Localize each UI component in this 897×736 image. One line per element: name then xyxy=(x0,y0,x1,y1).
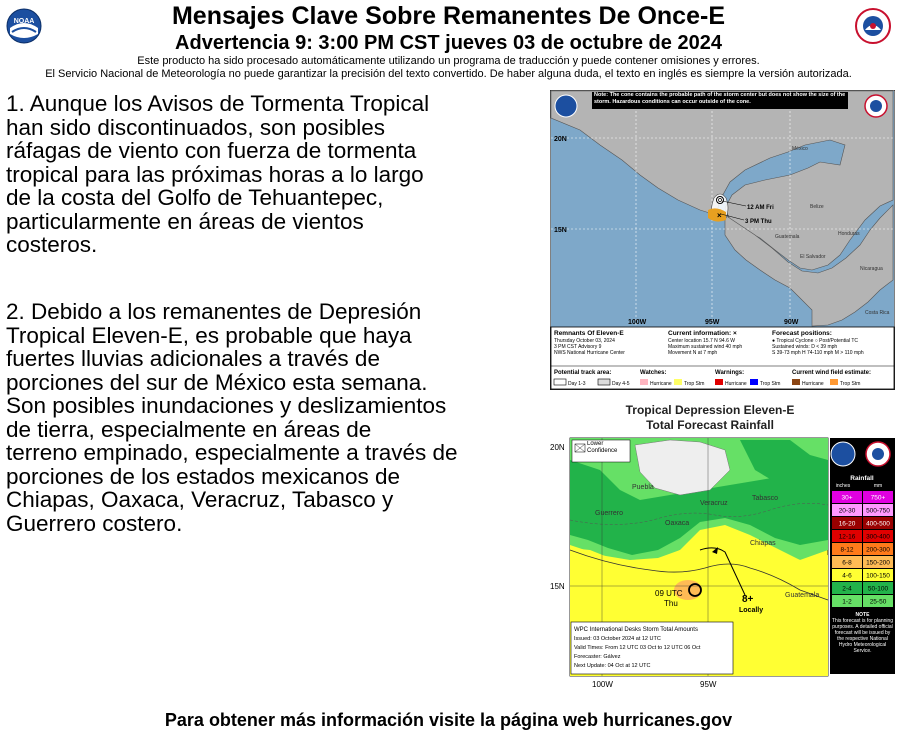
cone-label-guatemala: Guatemala xyxy=(775,234,800,240)
page-title: Mensajes Clave Sobre Remanentes De Once-E xyxy=(171,2,725,30)
cone-track-day45: Day 4-5 xyxy=(612,381,630,387)
rain-state-puebla: Puebla xyxy=(632,484,654,491)
disclaimer-line-1: Este producto ha sido procesado automáticamente utilizando un programa de traducción y puede contener omisiones y errores. xyxy=(137,55,760,67)
rain-state-veracruz: Veracruz xyxy=(700,500,728,507)
cone-watches-title: Watches: xyxy=(640,370,667,376)
disclaimer-line-2: El Servicio Nacional de Meteorología no puede garantizar la precisión del texto convertido. De haber alguna duda, el texto en inglés es siempre la versión autorizada. xyxy=(45,68,852,80)
rain-state-guatemala: Guatemala xyxy=(785,592,820,599)
cone-forecast-positions-3: S 39-73 mph H 74-110 mph M > 110 mph xyxy=(772,350,864,356)
rain-state-guerrero: Guerrero xyxy=(595,510,624,517)
cone-forecast-positions-1: ● Tropical Cyclone ○ Post/Potential TC xyxy=(772,338,858,344)
rain-legend-title: Rainfall xyxy=(850,475,874,482)
cone-storm-date: Thursday October 03, 2024 xyxy=(554,338,615,344)
rain-info-issued: Issued: 03 October 2024 at 12 UTC xyxy=(574,636,661,642)
cone-current-info-3: Movement N at 7 mph xyxy=(668,350,718,356)
rain-info-forecaster: Forecaster: Gálvez xyxy=(574,654,621,660)
cone-label-3pm: 3 PM Thu xyxy=(745,219,772,225)
rain-legend-mm: 200-300 xyxy=(866,546,890,554)
rain-legend-inches: 8-12 xyxy=(840,546,854,554)
rain-legend-mm: 100-150 xyxy=(866,572,890,580)
rain-lon-95: 95W xyxy=(700,680,717,689)
rain-locally-label: Locally xyxy=(739,607,764,614)
rain-legend-unit-inches: inches xyxy=(835,483,851,489)
cone-wind-field-title: Current wind field estimate: xyxy=(792,370,872,376)
rain-legend-mm: 150-200 xyxy=(866,559,890,567)
rain-note-title: NOTE xyxy=(855,612,870,618)
rain-legend-inches: 1-2 xyxy=(842,598,852,606)
rain-legend-mm: 25-50 xyxy=(869,598,887,606)
cone-noaa-icon xyxy=(555,95,577,117)
rain-state-chiapas: Chiapas xyxy=(750,540,776,547)
rain-legend-unit-mm: mm xyxy=(873,483,883,489)
cone-forecast-positions-2: Sustained winds: D < 39 mph xyxy=(772,344,838,350)
cone-current-position-icon: × xyxy=(717,211,722,220)
rainfall-graphic xyxy=(540,400,895,692)
rain-legend-inches: 30+ xyxy=(841,494,853,502)
rain-title-line1: Tropical Depression Eleven-E xyxy=(625,403,795,417)
rain-noaa-icon xyxy=(831,442,855,466)
rain-legend-inches: 4-6 xyxy=(842,572,852,580)
cone-lon-95: 95W xyxy=(705,319,720,326)
cone-lon-100: 100W xyxy=(628,319,647,326)
cone-storm-center: NWS National Hurricane Center xyxy=(554,350,625,356)
cone-note: Note: The cone contains the probable path of the storm center but does not show the size of the storm. Hazardous conditions can occur outside of the cone. xyxy=(594,92,846,105)
cone-label-el-salvador: El Salvador xyxy=(800,254,826,260)
cone-forecast-point xyxy=(717,197,724,204)
cone-track-area-title: Potential track area: xyxy=(554,370,612,376)
rain-legend-mm: 750+ xyxy=(870,494,886,502)
key-message-1-text: 1. Aunque los Avisos de Tormenta Tropical han sido discontinuados, son posibles ráfagas de viento con fuerza de tormenta tropical para las próximas horas a lo largo de la costa del Golfo de Tehuantepec, particularmente en áreas de vientos costeros. xyxy=(6,91,430,257)
cone-current-info-title: Current information: × xyxy=(668,330,737,337)
rain-legend-inches: 6-8 xyxy=(842,559,852,567)
rain-lat-20: 20N xyxy=(550,443,565,452)
cone-current-info-2: Maximum sustained wind 40 mph xyxy=(668,344,743,350)
cone-label-nicaragua: Nicaragua xyxy=(860,266,883,272)
cone-current-info-1: Center location 15.7 N 94.6 W xyxy=(668,338,735,344)
cone-watch-hurricane: Hurricane xyxy=(650,381,672,387)
noaa-logo-text: NOAA xyxy=(13,18,35,25)
rain-legend-mm: 50-100 xyxy=(867,585,889,593)
rain-lower-confidence: Lower Confidence xyxy=(587,441,618,454)
cone-warning-tropstorm: Trop Stm xyxy=(760,381,781,387)
cone-storm-advisory: 3 PM CST Advisory 9 xyxy=(554,344,602,350)
rain-info-next-update: Next Update: 04 Oct at 12 UTC xyxy=(574,663,651,669)
rain-legend-mm: 300-400 xyxy=(866,533,890,541)
rain-lat-15: 15N xyxy=(550,582,565,591)
cone-label-12am: 12 AM Fri xyxy=(747,205,774,211)
rain-locally-value: 8+ xyxy=(742,594,754,605)
rain-storm-time: 09 UTC xyxy=(655,589,683,598)
cone-lat-20: 20N xyxy=(554,136,567,143)
cone-track-day13: Day 1-3 xyxy=(568,381,586,387)
rain-state-tabasco: Tabasco xyxy=(752,495,779,502)
advisory-subtitle: Advertencia 9: 3:00 PM CST jueves 03 de octubre de 2024 xyxy=(175,32,722,54)
rain-info-valid: Valid Times: From 12 UTC 03 Oct to 12 UTC 06 Oct xyxy=(574,645,701,651)
rain-legend-mm: 400-500 xyxy=(866,520,890,528)
cone-storm-name: Remnants Of Eleven-E xyxy=(554,330,624,337)
cone-wind-hurricane: Hurricane xyxy=(802,381,824,387)
rain-title-line2: Total Forecast Rainfall xyxy=(646,418,774,432)
rain-note-text: This forecast is for planning purposes. A detailed official forecast will be issued by the respective National Hydro Meteorological Service. xyxy=(831,618,894,654)
rain-info-title: WPC International Desks Storm Total Amounts xyxy=(574,627,698,633)
cone-wind-tropstorm: Trop Stm xyxy=(840,381,861,387)
cone-label-mexico: México xyxy=(792,146,808,152)
rain-storm-day: Thu xyxy=(664,599,678,608)
key-message-2-text: 2. Debido a los remanentes de Depresión Tropical Eleven-E, es probable que haya fuertes lluvias adicionales a través de porciones del sur de México esta semana. Son posibles inundaciones y deslizamientos de tierra, especialmente en áreas de terreno empinado, especialmente a través de porciones de los estados mexicanos de Chiapas, Oaxaca, Veracruz, Tabasco y Guerrero costero. xyxy=(6,299,458,536)
cone-lon-90: 90W xyxy=(784,319,799,326)
cone-forecast-positions-title: Forecast positions: xyxy=(772,330,832,337)
rain-legend-mm: 500-750 xyxy=(866,507,890,515)
footer-link-text[interactable]: Para obtener más información visite la página web hurricanes.gov xyxy=(164,710,733,730)
cone-warning-hurricane: Hurricane xyxy=(725,381,747,387)
rain-state-oaxaca: Oaxaca xyxy=(665,520,690,527)
cone-label-costa-rica: Costa Rica xyxy=(865,310,890,316)
rain-legend-inches: 16-20 xyxy=(838,520,856,528)
key-message-2 xyxy=(6,300,536,535)
rain-lon-100: 100W xyxy=(592,680,613,689)
cone-graphic xyxy=(550,90,895,390)
cone-lat-15: 15N xyxy=(554,227,567,234)
rain-legend-inches: 20-30 xyxy=(838,507,856,515)
cone-label-honduras: Honduras xyxy=(838,231,860,237)
cone-watch-tropstorm: Trop Stm xyxy=(684,381,705,387)
rain-legend-inches: 12-16 xyxy=(838,533,856,541)
cone-warnings-title: Warnings: xyxy=(715,370,745,376)
cone-label-belize: Belize xyxy=(810,204,824,210)
key-message-1 xyxy=(6,92,536,257)
rain-legend-inches: 2-4 xyxy=(842,585,852,593)
